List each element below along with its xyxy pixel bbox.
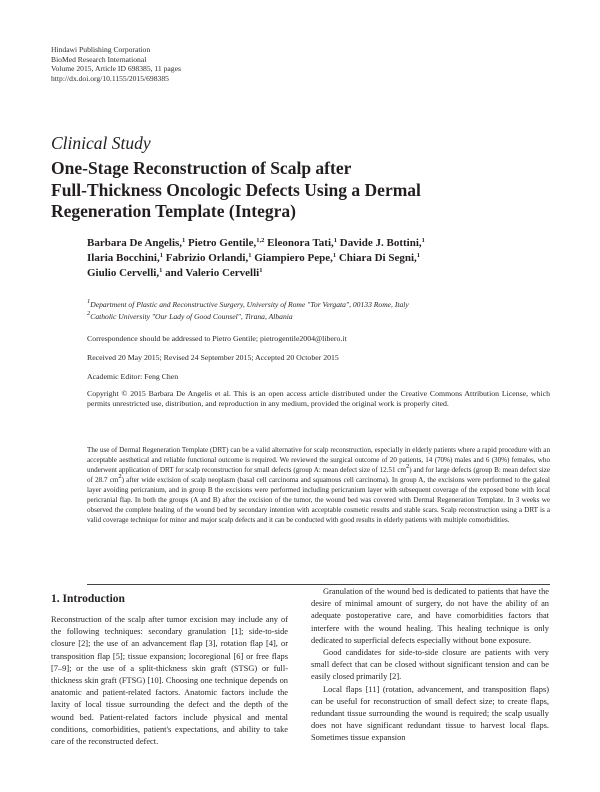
author-affiliation-mark: 1 xyxy=(159,252,163,259)
section-divider xyxy=(87,584,550,585)
correspondence-note: Correspondence should be addressed to Pietro Gentile; pietrogentile2004@libero.it xyxy=(87,334,347,343)
author-name: and Valerio Cervelli xyxy=(162,267,260,279)
left-column xyxy=(51,614,288,748)
affiliation-mark: 2 xyxy=(87,310,91,317)
article-dates: Received 20 May 2015; Revised 24 September 2015; Accepted 20 October 2015 xyxy=(87,353,339,362)
body-paragraph: Reconstruction of the scalp after tumor excision may include any of the following techniques: secondary granulation [1]; side-to-side closure [2]; the use of an advancement flap [3], rotation flap [4], or transposition flap [5]; tissue expansion; locoregional [6] or free flaps [7–9]; or the use of a split-thickness skin graft (STSG) or full-thickness skin graft (FTSG) [10]. Choosing one technique depends on anatomic and patient-related factors. Anatomic factors include the laxity of local tissue surrounding the defect and the depth of the wound bed. Patient-related factors include physical and mental conditions, comorbidities, patient's expectations, and ability to take care of the reconstructed defect. xyxy=(51,615,288,747)
volume-info: Volume 2015, Article ID 698385, 11 pages xyxy=(51,64,181,74)
title-line: Regeneration Template (Integra) xyxy=(51,201,296,221)
academic-editor: Academic Editor: Feng Chen xyxy=(87,372,179,381)
right-column xyxy=(311,586,549,745)
superscript-exponent: 2 xyxy=(406,463,410,470)
author-affiliation-mark: 1 xyxy=(182,237,186,244)
author-affiliation-mark: 1 xyxy=(159,267,163,274)
article-type: Clinical Study xyxy=(51,133,151,153)
author-line xyxy=(87,251,557,266)
author-name: Fabrizio Orlandi, xyxy=(162,252,249,264)
title-line: Full-Thickness Oncologic Defects Using a Dermal xyxy=(51,179,421,200)
affiliation-text: Catholic University "Our Lady of Good Counsel", Tirana, Albania xyxy=(90,312,293,321)
body-paragraph: Local flaps [11] (rotation, advancement, and transposition flaps) can be useful for reconstruction of small defect size; to create flaps, redundant tissue surrounding the wound is required; the scalp usually does not have significant redundant tissue to harvest local flaps. Sometimes tissue expansion xyxy=(311,684,549,743)
author-affiliation-mark: 1 xyxy=(248,252,252,259)
copyright-notice: Copyright © 2015 Barbara De Angelis et al. This is an open access article distributed under the Creative Commons Attribution License, which permits unrestricted use, distribution, and reproduction in any medium, provided the original work is properly cited. xyxy=(87,389,550,409)
journal-name: BioMed Research International xyxy=(51,54,147,64)
author-name: Eleonora Tati, xyxy=(264,237,334,249)
affiliation-mark: 1 xyxy=(87,298,91,305)
journal-header xyxy=(51,45,181,84)
author-name: Giulio Cervelli, xyxy=(87,267,160,279)
author-affiliation-mark: 1 xyxy=(332,252,337,259)
publisher-name: Hindawi Publishing Corporation xyxy=(51,45,151,54)
abstract-text: The use of Dermal Regeneration Template (DRT) can be a valid alternative for scalp reconstruction, especially in elderly patients where a rapid procedure with an acceptable aesthetical and reliable functional outcome is required. We reviewed the surgical outcome of 20 patients, 14 (70%) males and 6 (30%) females, who underwent application of DRT for scalp reconstruction for small defects (group A: mean defect size of 12.51 cm xyxy=(87,446,550,474)
abstract xyxy=(87,445,550,525)
affiliation-item xyxy=(87,311,557,323)
article-title xyxy=(51,158,531,223)
author-line xyxy=(87,266,557,281)
author-name: Ilaria Bocchini, xyxy=(87,252,160,264)
author-list xyxy=(87,236,557,281)
doi-link[interactable]: http://dx.doi.org/10.1155/2015/698385 xyxy=(51,74,169,84)
author-line xyxy=(87,236,557,251)
affiliation-text: Department of Plastic and Reconstructive Surgery, University of Rome "Tor Vergata", 00133 Rome, Italy xyxy=(90,300,409,309)
author-name: Pietro Gentile, xyxy=(185,237,257,249)
author-name: Chiara Di Segni, xyxy=(336,252,417,264)
affiliation-item xyxy=(87,299,557,311)
superscript-exponent: 2 xyxy=(118,473,122,480)
body-paragraph: Granulation of the wound bed is dedicated to patients that have the desire of minimal amount of surgery, do not have the ability of an adequate postoperative care, and have comorbidities factors that interfere with the wound healing. This healing technique is only dedicated to superficial defects especially without bone exposure. xyxy=(311,587,549,645)
title-line: One-Stage Reconstruction of Scalp after xyxy=(51,158,352,178)
author-affiliation-mark: 1,2 xyxy=(256,237,265,244)
abstract-text: ) after wide excision of scalp neoplasm (basal cell carcinoma and squamous cell carcinoma). In group A, the excisions were performed to the galeal layer avoiding pericranium, and in group B the excisions were performed including pericranium layer with subsequent coverage of the exposed bone with local pericranial flap. In both the groups (A and B) after the excision of the tumor, the wound bed was covered with Dermal Regeneration Template. In 3 weeks we observed the complete healing of the wound bed by secondary intention with acceptable cosmetic results and stable scars. Scalp reconstruction using a DRT is a valid coverage technique for minor and major scalp defects and it can be conducted with good results in elderly patients with multiple comorbidities. xyxy=(87,476,550,524)
abstract-text: ) and for large defects (group B: mean defect size of 28.7 cm xyxy=(87,466,550,484)
author-affiliation-mark: 1 xyxy=(259,267,263,274)
author-name: Davide J. Bottini, xyxy=(337,237,422,249)
section-heading: 1. Introduction xyxy=(51,593,125,605)
body-paragraph: Good candidates for side-to-side closure are patients with very small defect that can be closed without significant tension and can be easily closed primarily [2]. xyxy=(311,648,549,682)
author-affiliation-mark: 1 xyxy=(421,237,425,244)
author-affiliation-mark: 1 xyxy=(416,252,421,259)
author-affiliation-mark: 1 xyxy=(333,237,337,244)
author-name: Giampiero Pepe, xyxy=(251,252,333,264)
affiliations xyxy=(87,299,557,323)
author-name: Barbara De Angelis, xyxy=(87,237,183,249)
